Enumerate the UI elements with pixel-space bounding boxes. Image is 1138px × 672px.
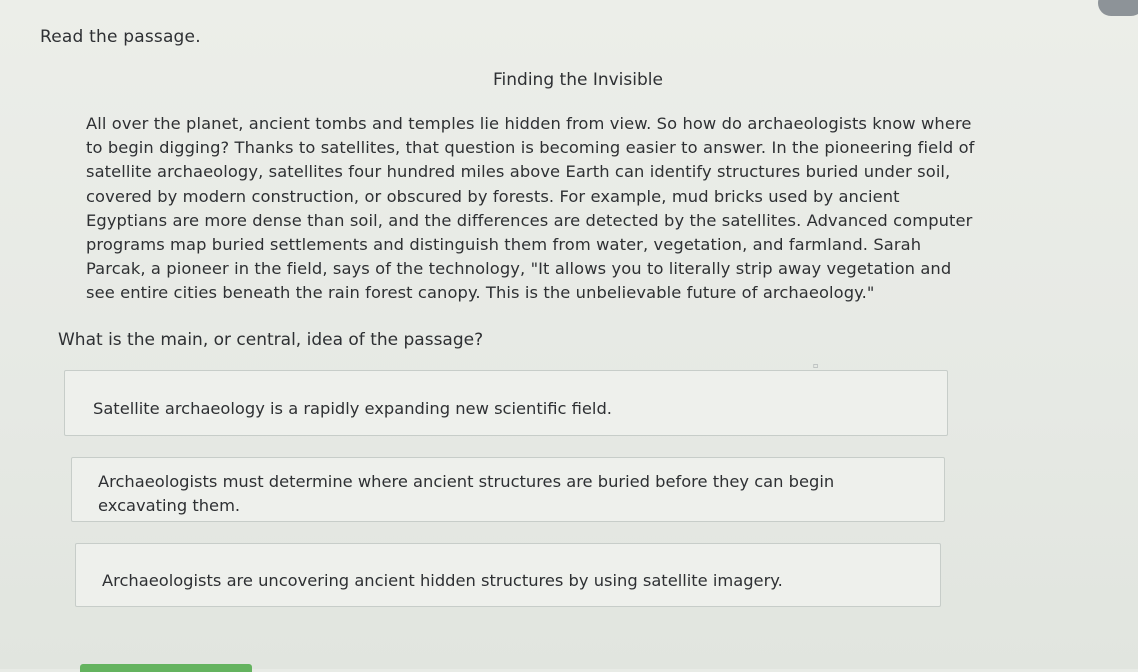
answer-option-b[interactable] (71, 457, 945, 522)
passage-line: Parcak, a pioneer in the field, says of the technology, "It allows you to literally strip away vegetation and (86, 259, 952, 279)
answer-option-a-label: Satellite archaeology is a rapidly expanding new scientific field. (93, 399, 612, 418)
question-text: What is the main, or central, idea of the passage? (58, 330, 484, 350)
passage-line: satellite archaeology, satellites four hundred miles above Earth can identify structures buried under soil, (86, 162, 951, 182)
passage-line: covered by modern construction, or obscured by forests. For example, mud bricks used by ancient (86, 186, 900, 206)
answer-option-b-line: Archaeologists must determine where ancient structures are buried before they can begin (98, 472, 835, 491)
passage-line: see entire cities beneath the rain forest canopy. This is the unbelievable future of archaeology." (86, 283, 875, 303)
answer-option-b-label (98, 470, 924, 518)
passage-body (86, 112, 1071, 306)
answer-option-c-label: Archaeologists are uncovering ancient hidden structures by using satellite imagery. (102, 571, 783, 590)
answer-option-c[interactable] (75, 543, 941, 607)
answer-option-b-line: excavating them. (98, 496, 241, 515)
passage-line: to begin digging? Thanks to satellites, that question is becoming easier to answer. In the pioneering field of (86, 138, 975, 158)
passage-title: Finding the Invisible (493, 70, 663, 90)
answer-option-a[interactable] (64, 370, 948, 436)
passage-line: programs map buried settlements and distinguish them from water, vegetation, and farmland. Sarah (86, 235, 922, 255)
cursor-mark-icon: ▫ (813, 361, 819, 370)
submit-button[interactable] (80, 664, 252, 672)
passage-line: All over the planet, ancient tombs and temples lie hidden from view. So how do archaeologists know where (86, 114, 972, 133)
passage-line: Egyptians are more dense than soil, and the differences are detected by the satellites. Advanced computer (86, 210, 973, 230)
instruction-text: Read the passage. (40, 27, 201, 47)
menu-button[interactable] (1098, 0, 1138, 16)
